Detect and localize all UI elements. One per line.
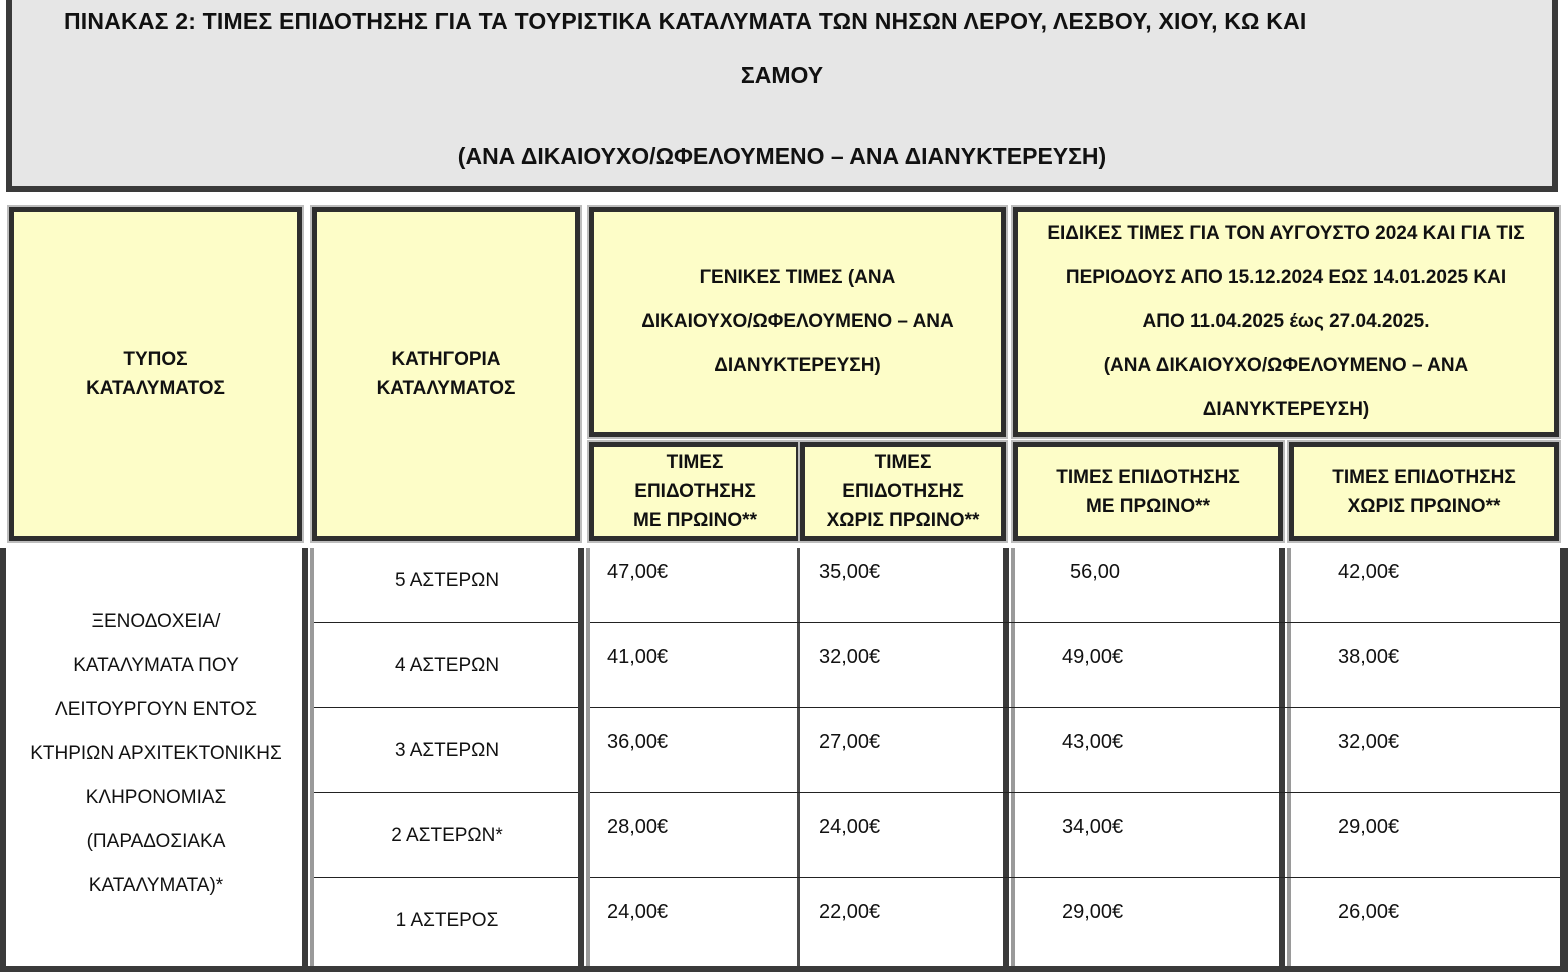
price-special-without-breakfast: 42,00€ <box>1338 561 1400 583</box>
price-general-with-breakfast: 36,00€ <box>607 731 669 753</box>
price-general-with-breakfast: 28,00€ <box>607 816 669 838</box>
price-special-with-breakfast: 49,00€ <box>1062 646 1124 668</box>
column-border <box>1560 548 1568 972</box>
price-special-without-breakfast: 38,00€ <box>1338 646 1400 668</box>
header-text: ΓΕΝΙΚΕΣ ΤΙΜΕΣ (ΑΝΑ <box>699 267 896 288</box>
header-accommodation-type <box>9 207 302 541</box>
accommodation-type-line: (ΠΑΡΑΔΟΣΙΑΚΑ <box>86 831 226 852</box>
header-text: ΔΙΑΝΥΚΤΕΡΕΥΣΗ) <box>1202 399 1370 420</box>
header-general-with-breakfast <box>589 442 801 541</box>
header-text: ΕΠΙΔΟΤΗΣΗΣ <box>634 481 756 502</box>
row-border <box>590 622 1560 623</box>
column-border <box>310 548 314 972</box>
price-special-with-breakfast: 29,00€ <box>1062 901 1124 923</box>
price-general-without-breakfast: 24,00€ <box>819 816 881 838</box>
accommodation-type-line: ΚΛΗΡΟΝΟΜΙΑΣ <box>85 787 227 808</box>
price-special-with-breakfast: 34,00€ <box>1062 816 1124 838</box>
price-general-without-breakfast: 22,00€ <box>819 901 881 923</box>
header-general-without-breakfast <box>800 442 1006 541</box>
price-general-without-breakfast: 27,00€ <box>819 731 881 753</box>
row-border <box>314 622 578 623</box>
header-text: ΚΑΤΑΛΥΜΑΤΟΣ <box>86 378 225 399</box>
header-text: ΑΠΟ 11.04.2025 έως 27.04.2025. <box>1142 311 1430 332</box>
price-special-without-breakfast: 32,00€ <box>1338 731 1400 753</box>
column-border <box>1003 548 1009 972</box>
column-border <box>0 548 6 972</box>
header-text: ΜΕ ΠΡΩΙΝΟ** <box>633 510 757 531</box>
category-cell: 2 ΑΣΤΕΡΩΝ* <box>391 825 503 846</box>
header-text: ΕΙΔΙΚΕΣ ΤΙΜΕΣ ΓΙΑ ΤΟΝ ΑΥΓΟΥΣΤΟ 2024 ΚΑΙ ΓΙΑ ΤΙΣ <box>1047 223 1525 244</box>
header-general-prices <box>589 207 1006 437</box>
header-text: ΜΕ ΠΡΩΙΝΟ** <box>1086 495 1210 517</box>
header-accommodation-category <box>312 207 580 541</box>
header-special-with-breakfast <box>1013 442 1283 541</box>
column-border <box>586 548 590 972</box>
column-border <box>1279 548 1285 972</box>
column-border <box>1011 548 1015 972</box>
row-border <box>314 877 578 878</box>
header-text: ΤΙΜΕΣ <box>874 452 932 473</box>
table-subtitle: (ΑΝΑ ΔΙΚΑΙΟΥΧΟ/ΩΦΕΛΟΥΜΕΝΟ – ΑΝΑ ΔΙΑΝΥΚΤΕΡΕΥΣΗ) <box>457 143 1107 169</box>
column-border <box>1287 548 1291 972</box>
column-border <box>578 548 584 972</box>
accommodation-type-line: ΚΑΤΑΛΥΜΑΤΑ)* <box>88 875 224 896</box>
column-border <box>302 548 308 972</box>
price-special-with-breakfast: 43,00€ <box>1062 731 1124 753</box>
price-special-with-breakfast: 56,00 <box>1070 561 1121 583</box>
accommodation-type-line: ΞΕΝΟΔΟΧΕΙΑ/ <box>91 611 221 632</box>
header-text: ΧΩΡΙΣ ΠΡΩΙΝΟ** <box>826 510 980 531</box>
header-text: ΤΙΜΕΣ <box>666 452 724 473</box>
table-title-block <box>6 0 1558 192</box>
row-border <box>590 877 1560 878</box>
header-text: (ΑΝΑ ΔΙΚΑΙΟΥΧΟ/ΩΦΕΛΟΥΜΕΝΟ – ΑΝΑ <box>1103 355 1469 376</box>
accommodation-type-line: ΛΕΙΤΟΥΡΓΟΥΝ ΕΝΤΟΣ <box>55 699 257 720</box>
price-general-with-breakfast: 41,00€ <box>607 646 669 668</box>
price-general-with-breakfast: 24,00€ <box>607 901 669 923</box>
category-cell: 1 ΑΣΤΕΡΟΣ <box>395 910 499 931</box>
header-text: ΕΠΙΔΟΤΗΣΗΣ <box>842 481 964 502</box>
category-cell: 4 ΑΣΤΕΡΩΝ <box>394 655 500 676</box>
header-text: ΤΙΜΕΣ ΕΠΙΔΟΤΗΣΗΣ <box>1332 466 1516 488</box>
header-special-without-breakfast <box>1289 442 1559 541</box>
row-border <box>590 792 1560 793</box>
header-special-prices <box>1013 207 1559 437</box>
accommodation-type-cell <box>10 600 302 908</box>
price-general-with-breakfast: 47,00€ <box>607 561 669 583</box>
price-general-without-breakfast: 35,00€ <box>819 561 881 583</box>
price-special-without-breakfast: 29,00€ <box>1338 816 1400 838</box>
header-text: ΤΙΜΕΣ ΕΠΙΔΟΤΗΣΗΣ <box>1056 466 1240 488</box>
accommodation-type-line: ΚΑΤΑΛΥΜΑΤΑ ΠΟΥ <box>73 655 239 676</box>
header-text: ΧΩΡΙΣ ΠΡΩΙΝΟ** <box>1347 495 1501 517</box>
table-title-continued: ΣΑΜΟΥ <box>740 62 824 88</box>
header-text: ΔΙΑΝΥΚΤΕΡΕΥΣΗ) <box>714 355 881 376</box>
row-border <box>314 707 578 708</box>
row-border <box>590 707 1560 708</box>
header-text: ΔΙΚΑΙΟΥΧΟ/ΩΦΕΛΟΥΜΕΝΟ – ΑΝΑ <box>641 311 954 332</box>
header-text: ΤΥΠΟΣ <box>123 349 188 370</box>
table-title: ΠΙΝΑΚΑΣ 2: ΤΙΜΕΣ ΕΠΙΔΟΤΗΣΗΣ ΓΙΑ ΤΑ ΤΟΥΡΙΣΤΙΚΑ ΚΑΤΑΛΥΜΑΤΑ ΤΩΝ ΝΗΣΩΝ ΛΕΡΟΥ, ΛΕΣΒΟΥ, ΧΙΟΥ, ΚΩ ΚΑΙ <box>64 8 1307 34</box>
price-general-without-breakfast: 32,00€ <box>819 646 881 668</box>
category-cell: 3 ΑΣΤΕΡΩΝ <box>394 740 500 761</box>
category-cell: 5 ΑΣΤΕΡΩΝ <box>394 570 500 591</box>
price-special-without-breakfast: 26,00€ <box>1338 901 1400 923</box>
row-border <box>314 792 578 793</box>
table-bottom-border <box>0 966 1568 972</box>
header-text: ΠΕΡΙΟΔΟΥΣ ΑΠΟ 15.12.2024 ΕΩΣ 14.01.2025 ΚΑΙ <box>1065 267 1507 288</box>
header-text: ΚΑΤΑΛΥΜΑΤΟΣ <box>376 378 516 399</box>
accommodation-type-line: ΚΤΗΡΙΩΝ ΑΡΧΙΤΕΚΤΟΝΙΚΗΣ <box>30 743 282 764</box>
column-border <box>797 548 800 972</box>
header-text: ΚΑΤΗΓΟΡΙΑ <box>391 349 501 370</box>
